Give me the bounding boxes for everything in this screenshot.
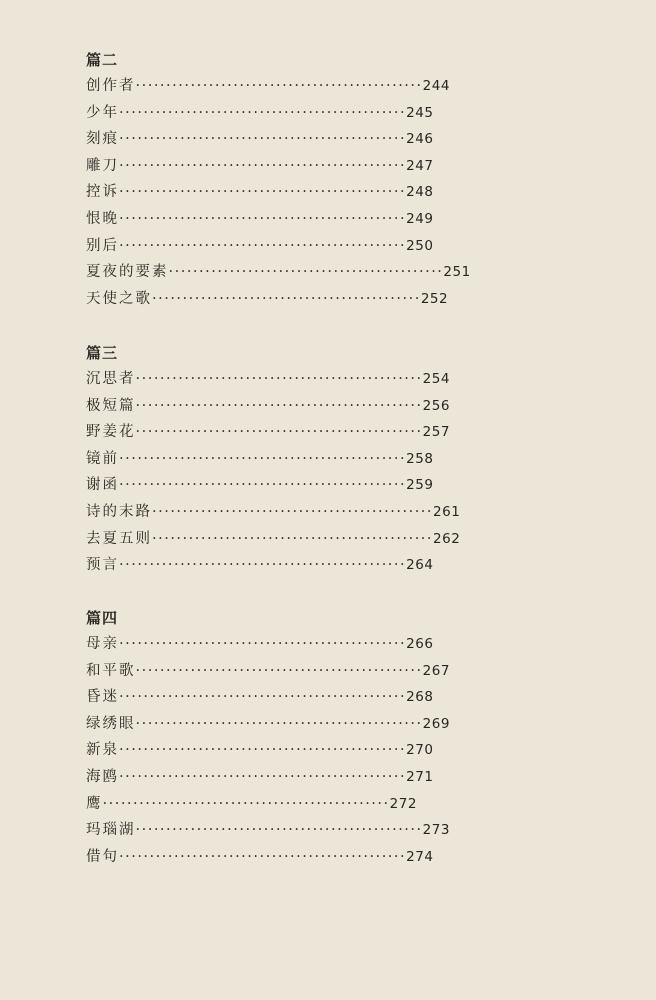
page-number: 257 [422,424,450,441]
dot-leader: ··············································· [135,715,423,732]
toc-entry [86,259,471,286]
dot-leader: ··············································· [119,237,407,254]
toc-entry [86,684,450,711]
dot-leader: ··············································· [119,450,407,467]
entry-title: 海鸥 [86,768,119,785]
toc-entry [86,631,450,658]
page-number: 258 [406,450,434,467]
page-number: 269 [422,715,450,732]
page-number: 252 [420,290,449,307]
entry-title: 绿绣眼 [86,715,136,732]
toc-entry [86,286,471,313]
dot-leader: ··············································· [135,371,423,387]
page-number: 266 [406,636,434,652]
page-number: 262 [433,530,461,547]
dot-leader: ··············································· [119,689,407,706]
toc-entry [86,446,460,473]
page-number: 254 [422,371,450,387]
page-number: 249 [406,210,434,227]
dot-leader: ··············································· [119,477,407,494]
toc-section [86,47,471,312]
toc-entry [86,552,460,579]
page-number: 245 [406,104,434,121]
toc-entry [86,817,450,844]
dot-leader: ··············································· [119,104,407,121]
entry-title: 别后 [86,237,119,254]
toc-entry [86,393,460,420]
page-number: 273 [422,822,450,839]
page-number: 256 [422,397,450,414]
dot-leader: ··············································· [119,742,407,759]
dot-leader: ··············································· [135,822,423,839]
entry-title: 母亲 [86,636,119,652]
dot-leader: ··············································· [102,795,390,812]
entry-title: 少年 [86,104,119,121]
entry-title: 天使之歌 [86,290,152,307]
section-title: 篇四 [86,609,119,627]
page-number: 272 [389,795,417,812]
dot-leader: ·············································· [152,503,434,520]
section-title: 篇三 [86,344,119,362]
page-number: 274 [406,848,434,865]
toc-entry [86,153,471,180]
dot-leader: ··············································· [119,636,407,652]
entry-title: 诗的末路 [86,503,152,520]
dot-leader: ··············································· [119,131,407,148]
entry-title: 镜前 [86,450,119,467]
entry-title: 预言 [86,557,119,574]
page-number: 270 [406,742,434,759]
toc-entry [86,126,471,153]
page-number: 250 [406,237,434,254]
toc-entry [86,764,450,791]
dot-leader: ··············································· [135,397,423,414]
dot-leader: ··············································· [119,557,407,574]
entry-title: 和平歌 [86,662,136,679]
page-number: 261 [433,503,461,520]
entry-title: 玛瑙湖 [86,822,136,839]
section-title: 篇二 [86,51,119,69]
toc-section [86,605,450,870]
toc-entry-list [86,73,471,312]
toc-entry [86,206,471,233]
toc-entry [86,179,471,206]
toc-entry [86,844,450,871]
entry-title: 新泉 [86,742,119,759]
page-number: 247 [406,157,434,174]
toc-entry [86,419,460,446]
dot-leader: ··············································· [119,210,407,227]
entry-title: 昏迷 [86,689,119,706]
dot-leader: ············································ [152,290,421,307]
entry-title: 借句 [86,848,119,865]
toc-entry [86,233,471,260]
entry-title: 控诉 [86,184,119,201]
dot-leader: ··············································· [135,424,423,441]
toc-entry [86,658,450,685]
toc-section [86,340,460,579]
dot-leader: ············································· [168,264,444,281]
entry-title: 恨晚 [86,210,119,227]
toc-entry [86,711,450,738]
toc-entry [86,100,471,127]
entry-title: 沉思者 [86,371,136,387]
dot-leader: ··············································· [119,184,407,201]
page-number: 259 [406,477,434,494]
page-number: 271 [406,768,434,785]
page-number: 248 [406,184,434,201]
dot-leader: ··············································· [119,768,407,785]
toc-entry [86,737,450,764]
page-number: 244 [422,78,450,94]
toc-entry [86,526,460,553]
toc-entry [86,472,460,499]
entry-title: 野姜花 [86,424,136,441]
entry-title: 谢函 [86,477,119,494]
toc-entry [86,499,460,526]
toc-entry [86,366,460,393]
dot-leader: ··············································· [135,78,423,94]
toc-entry-list [86,366,460,579]
entry-title: 刻痕 [86,131,119,148]
page-number: 246 [406,131,434,148]
toc-entry [86,73,471,100]
page-number: 264 [406,557,434,574]
page-number: 251 [443,264,471,281]
entry-title: 创作者 [86,78,136,94]
dot-leader: ··············································· [119,848,407,865]
entry-title: 鹰 [86,795,103,812]
toc-entry [86,791,450,818]
toc-entry-list [86,631,450,870]
entry-title: 极短篇 [86,397,136,414]
page-number: 267 [422,662,450,679]
dot-leader: ··············································· [119,157,407,174]
dot-leader: ··············································· [135,662,423,679]
entry-title: 夏夜的要素 [86,264,169,281]
page-number: 268 [406,689,434,706]
entry-title: 雕刀 [86,157,119,174]
dot-leader: ·············································· [152,530,434,547]
entry-title: 去夏五则 [86,530,152,547]
